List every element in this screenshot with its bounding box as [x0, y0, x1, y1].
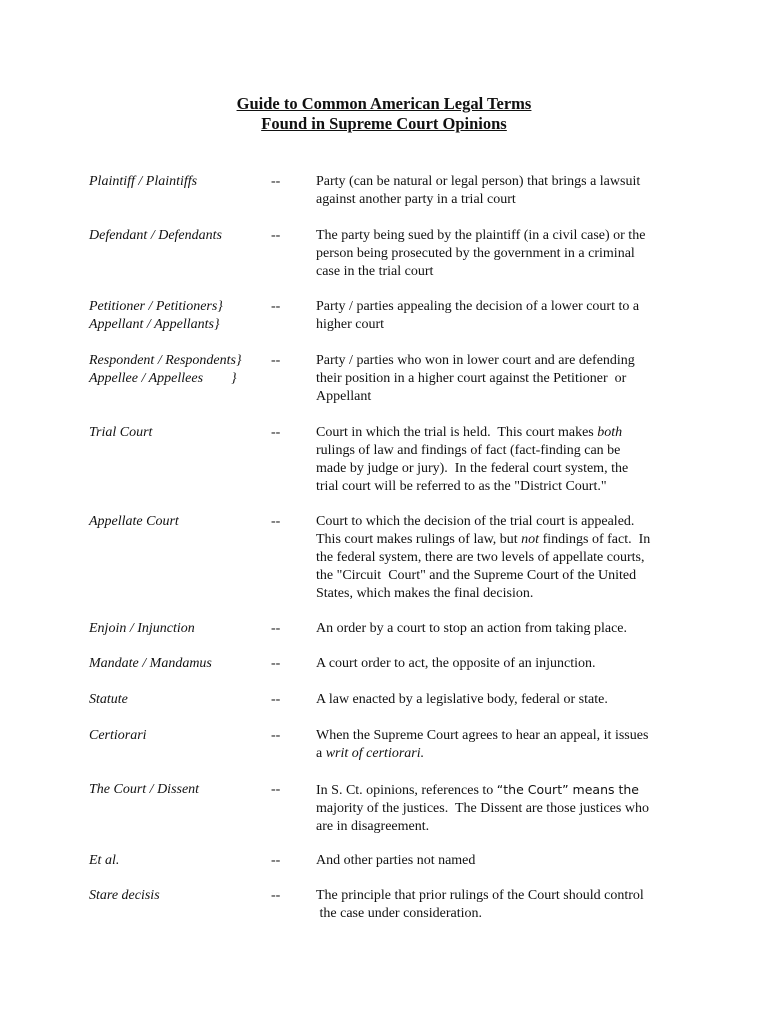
term-label: Petitioner / Petitioners} Appellant / Appellants} — [89, 299, 223, 332]
term-definition: And other parties not named — [316, 853, 476, 868]
term-separator: -- — [271, 299, 281, 314]
term-label: Enjoin / Injunction — [89, 621, 195, 636]
title-line-1: Guide to Common American Legal Terms — [236, 94, 532, 113]
term-label: Statute — [89, 692, 128, 707]
term-separator: -- — [271, 782, 281, 797]
term-label: Trial Court — [89, 425, 153, 440]
term-label: Plaintiff / Plaintiffs — [89, 174, 198, 189]
term-separator: -- — [271, 728, 281, 743]
term-definition: The party being sued by the plaintiff (in a civil case) or the person being prosecuted by the government in a criminal case in the trial court — [316, 228, 646, 279]
term-definition: In S. Ct. opinions, references to “the Court” means the majority of the justices. The Dissent are those justices who are in disagreement. — [316, 782, 649, 834]
term-separator: -- — [271, 888, 281, 903]
term-separator: -- — [271, 514, 281, 529]
term-definition: A law enacted by a legislative body, federal or state. — [316, 692, 608, 707]
term-definition: Party (can be natural or legal person) that brings a lawsuit against another party in a trial court — [316, 174, 641, 207]
term-separator: -- — [271, 656, 281, 671]
term-separator: -- — [271, 692, 281, 707]
term-separator: -- — [271, 353, 281, 368]
term-definition: Court to which the decision of the trial court is appealed. This court makes rulings of law, but not findings of fact. In the federal system, there are two levels of appellate courts, the "Circuit Court" and the Supreme Court of the United States, which makes the final decision. — [316, 514, 651, 601]
term-label: Et al. — [89, 853, 120, 868]
term-separator: -- — [271, 425, 281, 440]
term-label: Certiorari — [89, 728, 147, 743]
term-label: Appellate Court — [89, 514, 179, 529]
term-label: Stare decisis — [89, 888, 160, 903]
term-label: The Court / Dissent — [89, 782, 200, 797]
term-separator: -- — [271, 621, 281, 636]
term-label: Defendant / Defendants — [89, 228, 222, 243]
term-definition: Party / parties who won in lower court and are defending their position in a higher court against the Petitioner or Appellant — [316, 353, 635, 404]
term-definition: A court order to act, the opposite of an injunction. — [316, 656, 596, 671]
page-title — [0, 94, 768, 134]
term-definition: An order by a court to stop an action from taking place. — [316, 621, 628, 636]
term-separator: -- — [271, 228, 281, 243]
term-definition: When the Supreme Court agrees to hear an appeal, it issues a writ of certiorari. — [316, 728, 649, 761]
term-separator: -- — [271, 853, 281, 868]
term-label: Mandate / Mandamus — [89, 656, 212, 671]
term-definition: Court in which the trial is held. This court makes both rulings of law and findings of fact (fact-finding can be made by judge or jury). In the federal court system, the trial court will be referred to as the "District Court." — [316, 425, 629, 494]
term-definition: Party / parties appealing the decision of a lower court to a higher court — [316, 299, 640, 332]
term-label: Respondent / Respondents} Appellee / Appellees } — [89, 353, 242, 386]
title-line-2: Found in Supreme Court Opinions — [261, 114, 507, 133]
term-separator: -- — [271, 174, 281, 189]
term-definition: The principle that prior rulings of the Court should control the case under consideration. — [316, 888, 644, 921]
